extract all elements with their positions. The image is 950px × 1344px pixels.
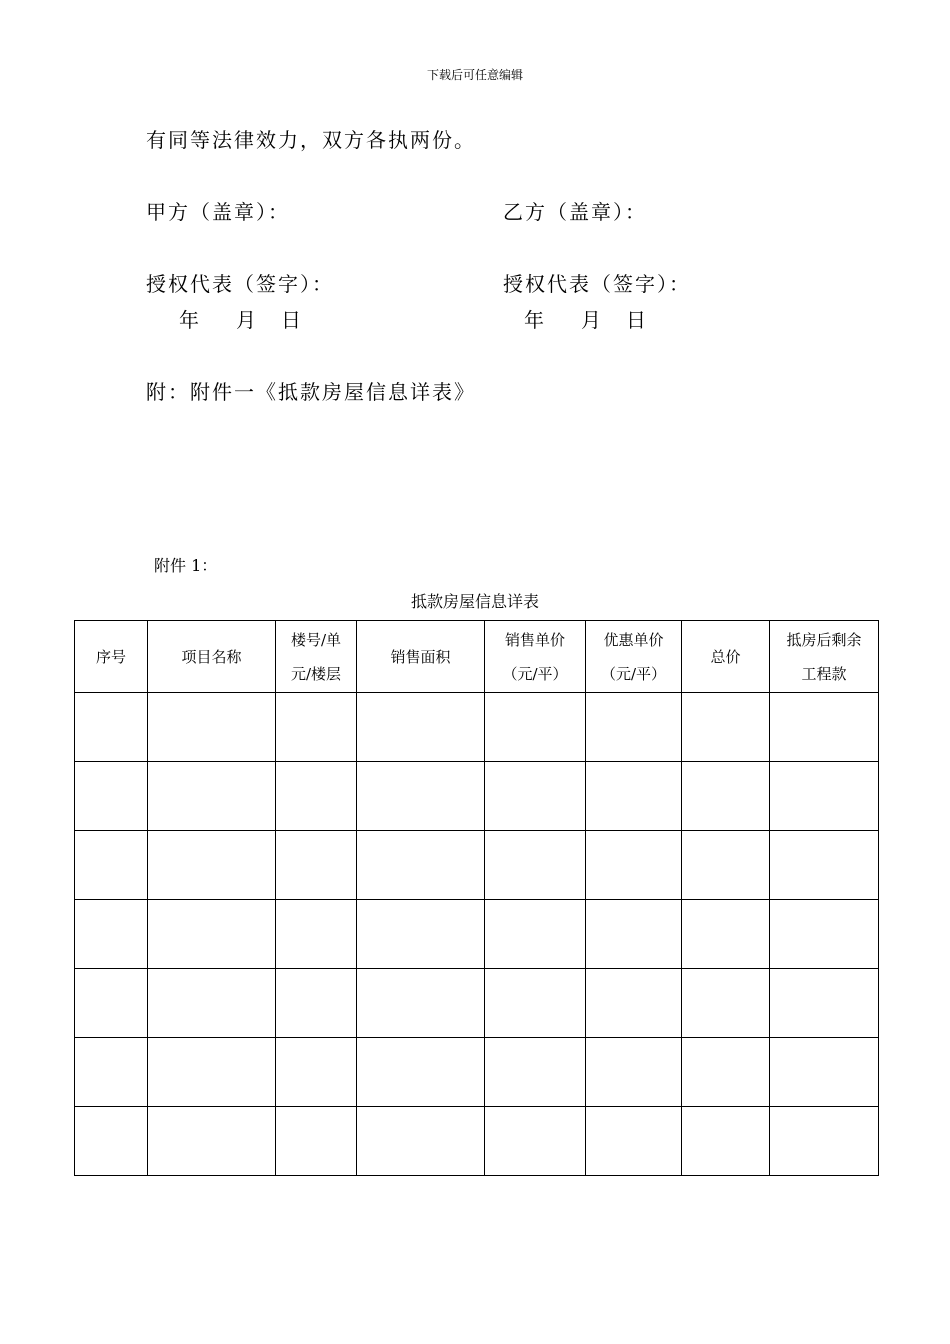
month-label: 月 xyxy=(581,308,603,332)
party-b-rep-label: 授权代表（签字）： xyxy=(503,272,691,296)
table-cell[interactable] xyxy=(357,831,485,900)
table-cell[interactable] xyxy=(148,762,276,831)
column-header-line1: 项目名称 xyxy=(181,647,242,666)
attachment-label: 附件 1： xyxy=(154,556,218,575)
table-cell[interactable] xyxy=(75,969,148,1038)
table-row xyxy=(75,969,879,1038)
table-row xyxy=(75,1038,879,1107)
party-a-rep-label: 授权代表（签字）： xyxy=(146,272,334,296)
table-row xyxy=(75,900,879,969)
column-header-line1: 销售单价 xyxy=(504,630,565,649)
table-cell[interactable] xyxy=(75,693,148,762)
property-info-table xyxy=(74,620,879,1176)
party-a-seal-label: 甲方（盖章）： xyxy=(146,200,290,224)
table-cell[interactable] xyxy=(586,831,682,900)
table-cell[interactable] xyxy=(770,900,879,969)
table-cell[interactable] xyxy=(770,831,879,900)
table-row xyxy=(75,693,879,762)
table-cell[interactable] xyxy=(770,693,879,762)
column-header xyxy=(682,621,770,693)
table-cell[interactable] xyxy=(357,693,485,762)
day-label: 日 xyxy=(281,308,303,332)
table-cell[interactable] xyxy=(276,1038,357,1107)
table-cell[interactable] xyxy=(485,1038,586,1107)
column-header xyxy=(586,621,682,693)
table-cell[interactable] xyxy=(586,693,682,762)
table-cell[interactable] xyxy=(75,900,148,969)
table-cell[interactable] xyxy=(586,1107,682,1176)
table-cell[interactable] xyxy=(682,693,770,762)
table-cell[interactable] xyxy=(770,1107,879,1176)
table-cell[interactable] xyxy=(682,762,770,831)
table-cell[interactable] xyxy=(148,969,276,1038)
table-cell[interactable] xyxy=(485,969,586,1038)
year-label: 年 xyxy=(524,308,546,332)
table-cell[interactable] xyxy=(75,1107,148,1176)
table-cell[interactable] xyxy=(148,1038,276,1107)
table-cell[interactable] xyxy=(485,900,586,969)
table-cell[interactable] xyxy=(485,831,586,900)
table-cell[interactable] xyxy=(357,1107,485,1176)
column-header-line2: 元/楼层 xyxy=(290,664,342,683)
column-header-line1: 优惠单价 xyxy=(603,630,664,649)
table-header-row xyxy=(75,621,879,693)
column-header xyxy=(485,621,586,693)
table-cell[interactable] xyxy=(276,1107,357,1176)
table-cell[interactable] xyxy=(682,969,770,1038)
table-cell[interactable] xyxy=(770,969,879,1038)
day-label: 日 xyxy=(626,308,648,332)
column-header-line2: （元/平） xyxy=(600,664,667,683)
table-body xyxy=(75,693,879,1176)
table-cell[interactable] xyxy=(148,900,276,969)
column-header-line1: 楼号/单 xyxy=(290,630,342,649)
table-cell[interactable] xyxy=(276,900,357,969)
table-row xyxy=(75,1107,879,1176)
table-cell[interactable] xyxy=(357,900,485,969)
attachment-reference: 附：附件一《抵款房屋信息详表》 xyxy=(146,380,476,404)
table-cell[interactable] xyxy=(75,762,148,831)
table-cell[interactable] xyxy=(276,969,357,1038)
column-header-line1: 销售面积 xyxy=(390,647,451,666)
table-cell[interactable] xyxy=(357,762,485,831)
table-cell[interactable] xyxy=(682,900,770,969)
table-cell[interactable] xyxy=(485,1107,586,1176)
column-header xyxy=(75,621,148,693)
table-cell[interactable] xyxy=(75,1038,148,1107)
year-label: 年 xyxy=(179,308,201,332)
column-header-line2: （元/平） xyxy=(502,664,568,683)
column-header xyxy=(276,621,357,693)
table-cell[interactable] xyxy=(276,762,357,831)
table-cell[interactable] xyxy=(357,969,485,1038)
table-cell[interactable] xyxy=(586,900,682,969)
party-b-seal-label: 乙方（盖章）： xyxy=(503,200,647,224)
agreement-closing-line: 有同等法律效力，双方各执两份。 xyxy=(146,128,476,152)
table-cell[interactable] xyxy=(770,762,879,831)
column-header-line1: 序号 xyxy=(95,647,126,666)
table-cell[interactable] xyxy=(682,1038,770,1107)
table-row xyxy=(75,831,879,900)
table-cell[interactable] xyxy=(586,1038,682,1107)
column-header-line1: 总价 xyxy=(710,647,741,666)
column-header-line2: 工程款 xyxy=(801,664,847,683)
table-cell[interactable] xyxy=(148,1107,276,1176)
table-cell[interactable] xyxy=(586,969,682,1038)
table-cell[interactable] xyxy=(485,762,586,831)
table-cell[interactable] xyxy=(148,693,276,762)
table-cell[interactable] xyxy=(75,831,148,900)
column-header xyxy=(357,621,485,693)
column-header xyxy=(148,621,276,693)
table-cell[interactable] xyxy=(586,762,682,831)
table-cell[interactable] xyxy=(682,1107,770,1176)
column-header-line1: 抵房后剩余 xyxy=(786,630,862,649)
table-cell[interactable] xyxy=(770,1038,879,1107)
table-cell[interactable] xyxy=(357,1038,485,1107)
table-cell[interactable] xyxy=(276,831,357,900)
table-cell[interactable] xyxy=(148,831,276,900)
table-row xyxy=(75,762,879,831)
table-cell[interactable] xyxy=(682,831,770,900)
table-title: 抵款房屋信息详表 xyxy=(410,592,539,611)
column-header xyxy=(770,621,879,693)
page-header-note: 下载后可任意编辑 xyxy=(426,68,523,82)
table-cell[interactable] xyxy=(276,693,357,762)
month-label: 月 xyxy=(236,308,258,332)
table-cell[interactable] xyxy=(485,693,586,762)
